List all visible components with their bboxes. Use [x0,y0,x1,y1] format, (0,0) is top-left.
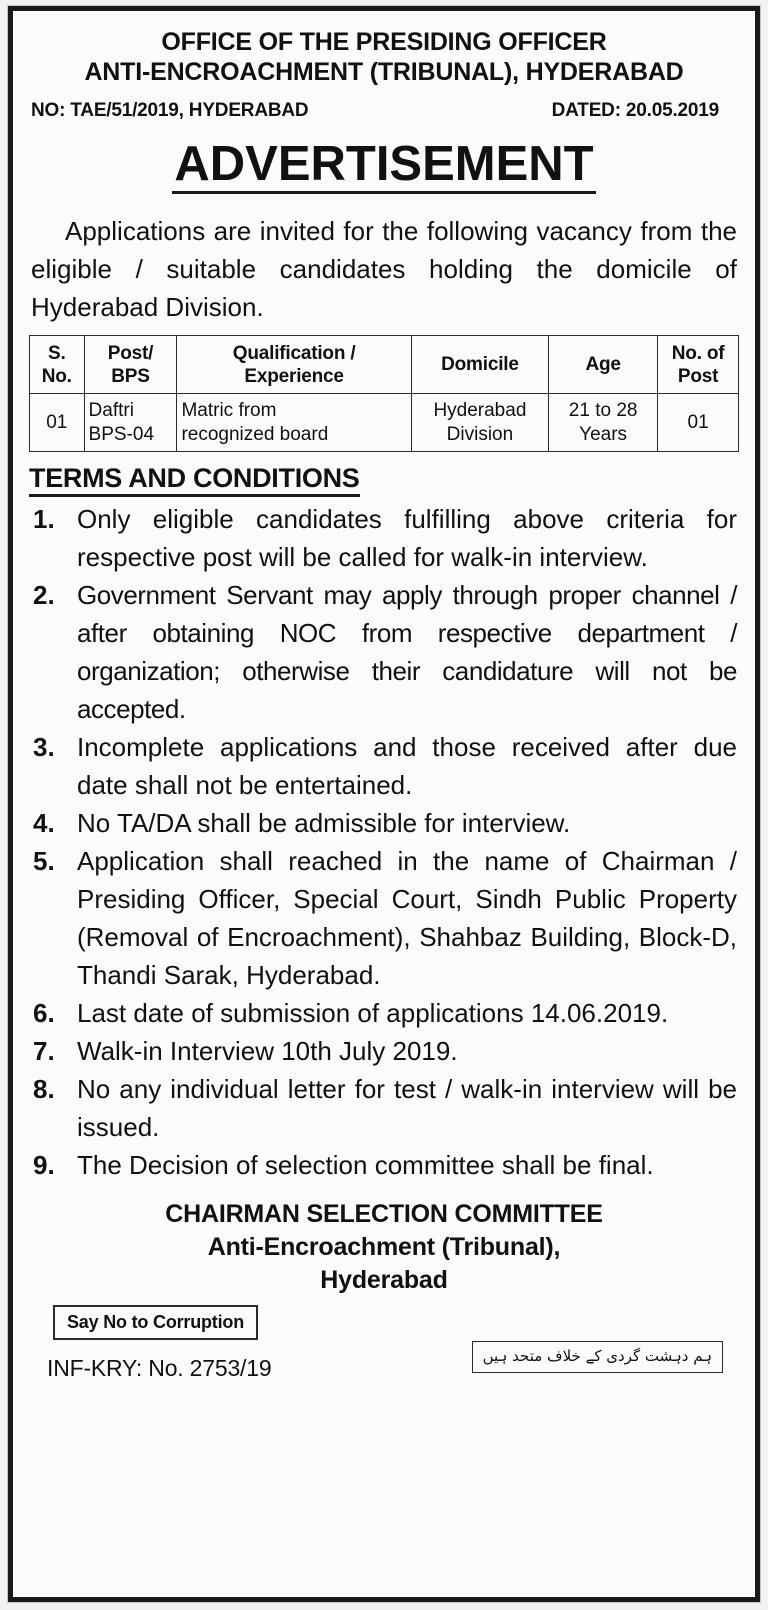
intro-paragraph: Applications are invited for the following vacancy from the eligible / suitable candidates holding the domicile of Hyderabad Division. [31,216,737,322]
signature-line-1: CHAIRMAN SELECTION COMMITTEE [165,1200,603,1228]
column-header-post-bps [84,336,177,394]
office-title-line-2: ANTI-ENCROACHMENT (TRIBUNAL), HYDERABAD [84,58,684,86]
cell-line: Years [579,423,628,445]
term-text: The Decision of selection committee shall be final. [77,1150,654,1180]
list-item [31,576,737,728]
list-item [31,804,737,842]
list-item [31,500,737,576]
cell-qualification [177,394,411,452]
term-number: 1. [33,504,55,534]
reference-number: NO: TAE/51/2019, HYDERABAD [31,100,309,121]
list-item [31,1070,737,1146]
column-header-line: BPS [111,365,150,387]
terms-heading: TERMS AND CONDITIONS [29,462,360,497]
list-item [31,728,737,804]
term-number: 3. [33,732,55,762]
term-text: No TA/DA shall be admissible for interview. [77,808,571,838]
terms-list [29,500,739,1184]
cell-line: 21 to 28 [568,399,638,421]
term-number: 4. [33,808,55,838]
list-item [31,1032,737,1070]
term-number: 5. [33,846,55,876]
column-header-line: Post [677,365,719,387]
anti-corruption-slogan-box: Say No to Corruption [53,1305,258,1340]
table-header-row [30,336,739,394]
signature-block [29,1198,739,1297]
inf-number: INF-KRY: No. 2753/19 [47,1355,272,1381]
table-row [30,394,739,452]
advertisement-frame [8,6,760,1602]
term-text: Application shall reached in the name of Chairman / Presiding Officer, Special Court, Sindh Public Property (Removal of Encroachment), Shahbaz Building, Block-D, Thandi Sarak, Hyderabad. [77,846,737,990]
urdu-slogan-text: ہم دہشت گردی کے خلاف متحد ہیں [482,1347,712,1365]
vacancy-table [29,335,739,452]
term-text: Only eligible candidates fulfilling above criteria for respective post will be called for walk-in interview. [77,504,737,572]
column-header-qualification [177,336,411,394]
cell-domicile [411,394,548,452]
term-number: 9. [33,1150,55,1180]
cell-line: Hyderabad [433,399,527,421]
column-header-no-of-post [658,336,739,394]
column-header-line: S. [47,342,66,364]
list-item [31,994,737,1032]
list-item [31,1146,737,1184]
term-text: No any individual letter for test / walk-in interview will be issued. [77,1074,737,1142]
terms-heading-wrapper [29,462,739,497]
signature-line-3: Hyderabad [320,1266,448,1294]
cell-line: BPS-04 [88,423,155,445]
office-title-line-1: OFFICE OF THE PRESIDING OFFICER [161,28,607,56]
cell-line: Matric from [181,399,277,421]
column-header-domicile: Domicile [411,336,548,394]
vacancy-table-head [30,336,739,394]
column-header-serial-no [30,336,85,394]
reference-row [29,100,739,122]
term-number: 6. [33,998,55,1028]
cell-line: Division [446,423,514,445]
column-header-line: No. of [671,342,725,364]
term-text: Last date of submission of applications 14.06.2019. [77,998,669,1028]
reference-date: DATED: 20.05.2019 [551,100,719,121]
term-text: Walk-in Interview 10th July 2019. [77,1036,458,1066]
cell-age [549,394,658,452]
column-header-line: No. [41,365,72,387]
term-text: Incomplete applications and those received after due date shall not be entertained. [77,732,737,800]
vacancy-table-body [30,394,739,452]
column-header-line: Post/ [107,342,154,364]
column-header-line: Qualification / [232,342,356,364]
term-number: 8. [33,1074,55,1104]
cell-post-bps [84,394,177,452]
column-header-age: Age [549,336,658,394]
urdu-slogan-box [472,1341,723,1373]
advertisement-title-wrapper [29,138,739,194]
term-number: 7. [33,1036,55,1066]
page-title: ADVERTISEMENT [172,138,595,194]
cell-line: recognized board [181,423,329,445]
organization-header [29,23,739,88]
cell-no-of-post: 01 [658,394,739,452]
signature-line-2: Anti-Encroachment (Tribunal), [207,1233,561,1261]
term-number: 2. [33,580,55,610]
column-header-line: Experience [244,365,344,387]
cell-line: Daftri [88,399,134,421]
footer [29,1303,739,1587]
list-item [31,842,737,994]
term-text: Government Servant may apply through proper channel / after obtaining NOC from respective department / organization; otherwise their candidature will not be accepted. [77,580,737,724]
cell-serial-no: 01 [30,394,85,452]
